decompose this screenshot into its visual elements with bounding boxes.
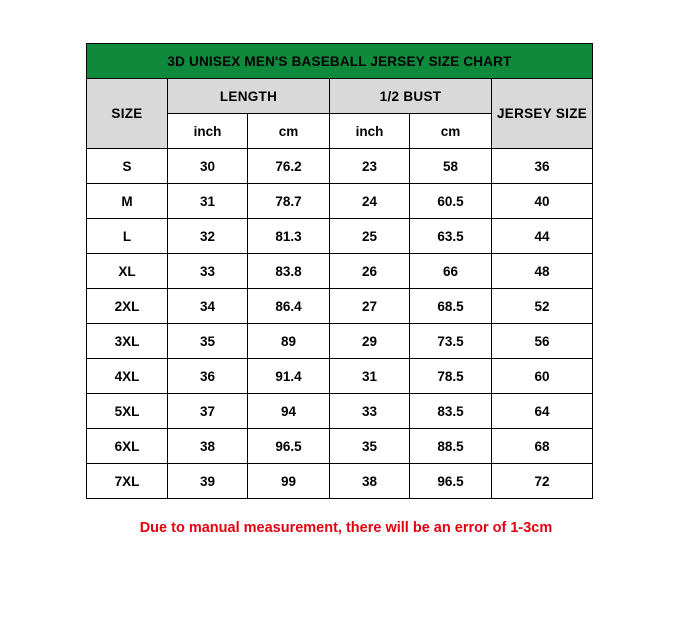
cell-bust-inch: 35 xyxy=(330,429,410,464)
cell-length-cm: 96.5 xyxy=(248,429,330,464)
cell-length-cm: 76.2 xyxy=(248,149,330,184)
chart-title-row xyxy=(87,44,593,79)
cell-length-cm: 99 xyxy=(248,464,330,499)
cell-size: XL xyxy=(87,254,168,289)
cell-bust-cm: 68.5 xyxy=(410,289,492,324)
table-row xyxy=(87,219,593,254)
size-chart-table xyxy=(86,43,593,499)
cell-length-cm: 94 xyxy=(248,394,330,429)
unit-header-bust-cm: cm xyxy=(410,114,492,149)
cell-bust-inch: 26 xyxy=(330,254,410,289)
cell-bust-cm: 73.5 xyxy=(410,324,492,359)
cell-length-inch: 37 xyxy=(168,394,248,429)
cell-jersey-size: 64 xyxy=(492,394,593,429)
table-row xyxy=(87,149,593,184)
unit-header-length-inch: inch xyxy=(168,114,248,149)
cell-bust-inch: 38 xyxy=(330,464,410,499)
cell-jersey-size: 36 xyxy=(492,149,593,184)
cell-bust-cm: 60.5 xyxy=(410,184,492,219)
cell-length-inch: 35 xyxy=(168,324,248,359)
cell-bust-cm: 63.5 xyxy=(410,219,492,254)
cell-bust-cm: 66 xyxy=(410,254,492,289)
cell-jersey-size: 48 xyxy=(492,254,593,289)
cell-size: 2XL xyxy=(87,289,168,324)
cell-bust-inch: 23 xyxy=(330,149,410,184)
cell-size: 7XL xyxy=(87,464,168,499)
cell-bust-cm: 78.5 xyxy=(410,359,492,394)
page-title: 3D UNISEX MEN'S BASEBALL JERSEY SIZE CHART xyxy=(87,44,593,79)
column-header-half-bust: 1/2 BUST xyxy=(330,79,492,114)
table-row xyxy=(87,359,593,394)
cell-length-inch: 34 xyxy=(168,289,248,324)
cell-bust-inch: 33 xyxy=(330,394,410,429)
group-header-row xyxy=(87,79,593,114)
cell-length-inch: 32 xyxy=(168,219,248,254)
column-header-jersey-size: JERSEY SIZE xyxy=(492,79,593,149)
cell-bust-cm: 83.5 xyxy=(410,394,492,429)
cell-size: 4XL xyxy=(87,359,168,394)
cell-size: S xyxy=(87,149,168,184)
table-row xyxy=(87,324,593,359)
measurement-disclaimer: Due to manual measurement, there will be an error of 1-3cm xyxy=(139,520,553,536)
cell-length-inch: 33 xyxy=(168,254,248,289)
column-header-size: SIZE xyxy=(87,79,168,149)
table-row xyxy=(87,394,593,429)
cell-jersey-size: 44 xyxy=(492,219,593,254)
cell-length-inch: 39 xyxy=(168,464,248,499)
cell-bust-cm: 58 xyxy=(410,149,492,184)
cell-length-cm: 83.8 xyxy=(248,254,330,289)
cell-bust-cm: 96.5 xyxy=(410,464,492,499)
cell-length-cm: 91.4 xyxy=(248,359,330,394)
cell-bust-inch: 29 xyxy=(330,324,410,359)
cell-bust-inch: 27 xyxy=(330,289,410,324)
cell-bust-inch: 31 xyxy=(330,359,410,394)
cell-jersey-size: 40 xyxy=(492,184,593,219)
cell-length-cm: 81.3 xyxy=(248,219,330,254)
cell-jersey-size: 68 xyxy=(492,429,593,464)
cell-length-inch: 31 xyxy=(168,184,248,219)
table-row xyxy=(87,464,593,499)
cell-length-inch: 36 xyxy=(168,359,248,394)
cell-jersey-size: 72 xyxy=(492,464,593,499)
unit-header-bust-inch: inch xyxy=(330,114,410,149)
unit-header-length-cm: cm xyxy=(248,114,330,149)
cell-size: M xyxy=(87,184,168,219)
table-row xyxy=(87,254,593,289)
cell-size: 6XL xyxy=(87,429,168,464)
cell-bust-inch: 24 xyxy=(330,184,410,219)
size-chart-container xyxy=(86,43,592,499)
cell-bust-cm: 88.5 xyxy=(410,429,492,464)
cell-length-inch: 30 xyxy=(168,149,248,184)
cell-jersey-size: 52 xyxy=(492,289,593,324)
table-row xyxy=(87,429,593,464)
table-row xyxy=(87,184,593,219)
cell-size: L xyxy=(87,219,168,254)
table-row xyxy=(87,289,593,324)
cell-size: 3XL xyxy=(87,324,168,359)
cell-jersey-size: 60 xyxy=(492,359,593,394)
cell-length-cm: 86.4 xyxy=(248,289,330,324)
cell-length-inch: 38 xyxy=(168,429,248,464)
cell-bust-inch: 25 xyxy=(330,219,410,254)
cell-jersey-size: 56 xyxy=(492,324,593,359)
column-header-length: LENGTH xyxy=(168,79,330,114)
cell-length-cm: 89 xyxy=(248,324,330,359)
cell-size: 5XL xyxy=(87,394,168,429)
cell-length-cm: 78.7 xyxy=(248,184,330,219)
